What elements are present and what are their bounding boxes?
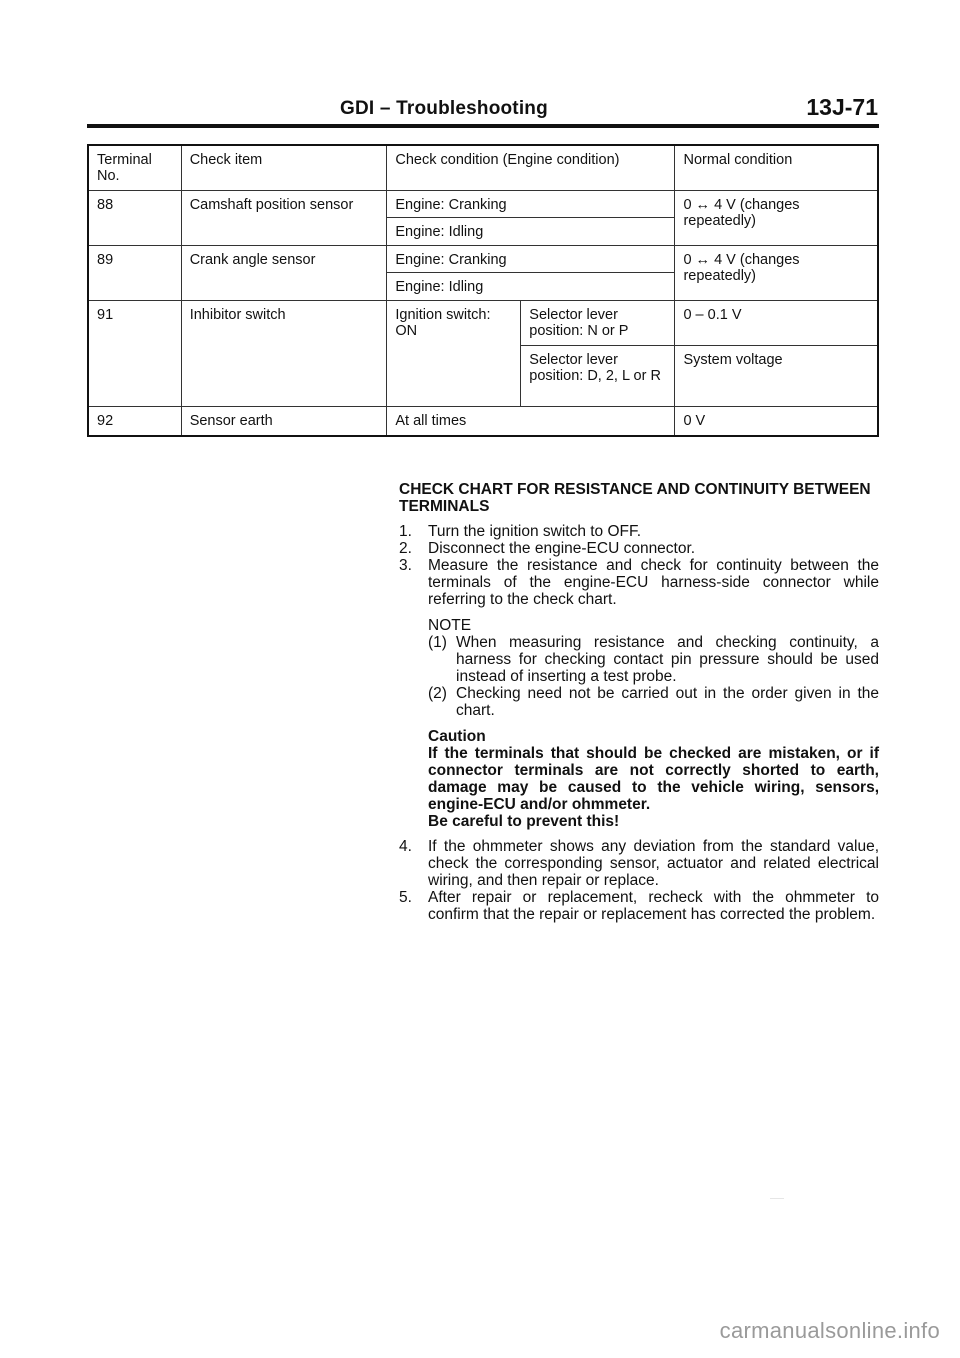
section-heading: CHECK CHART FOR RESISTANCE AND CONTINUITY BETWEEN TERMINALS <box>399 481 871 515</box>
cell-terminal: 88 <box>88 191 181 246</box>
list-item <box>399 540 879 557</box>
check-table <box>87 144 879 437</box>
step-text: If the ohmmeter shows any deviation from the standard value, check the corresponding sensor, actuator and related electrical wiring, and then repair or replace. <box>428 838 879 889</box>
table-row <box>88 301 878 346</box>
cell-subcondition: Selector lever position: D, 2, L or R <box>521 346 675 407</box>
step-number: 3. <box>399 557 412 574</box>
cell-subcondition: Selector lever position: N or P <box>521 301 675 346</box>
watermark: carmanualsonline.info <box>719 1318 940 1343</box>
step-text: After repair or replacement, recheck with the ohmmeter to confirm that the repair or replacement has corrected the problem. <box>428 889 879 923</box>
step-number: 4. <box>399 838 412 855</box>
cell-terminal: 89 <box>88 246 181 301</box>
table-header-row <box>88 145 878 191</box>
cell-check-item: Camshaft position sensor <box>181 191 387 246</box>
step-text: Measure the resistance and check for continuity between the terminals of the engine-ECU harness-side connector while referring to the check chart. <box>428 557 879 608</box>
cell-normal: System voltage <box>675 346 878 407</box>
cell-condition: At all times <box>387 407 675 437</box>
caution-title: Caution <box>428 728 486 745</box>
caution-text: If the terminals that should be checked are mistaken, or if connector terminals are not correctly shorted to earth, damage may be caused to the vehicle wiring, sensors, engine-ECU and/or ohmmeter. <box>428 745 879 813</box>
cell-condition: Engine: Cranking <box>387 246 675 273</box>
cell-normal: 0 – 0.1 V <box>675 301 878 346</box>
note-title: NOTE <box>428 617 472 634</box>
cell-normal: 0 V <box>675 407 878 437</box>
header-rule <box>87 124 879 128</box>
caution-emphasis: Be careful to prevent this! <box>428 813 620 830</box>
cell-check-item: Crank angle sensor <box>181 246 387 301</box>
cell-normal: 0 ↔ 4 V (changes repeatedly) <box>675 191 878 246</box>
page-header-title: GDI – Troubleshooting <box>340 98 548 119</box>
cell-terminal: 91 <box>88 301 181 407</box>
step-number: 5. <box>399 889 412 906</box>
step-number: 2. <box>399 540 412 557</box>
list-item <box>399 889 879 923</box>
header-terminal: Terminal No. <box>88 145 181 191</box>
header-check-item: Check item <box>181 145 387 191</box>
cell-normal: 0 ↔ 4 V (changes repeatedly) <box>675 246 878 301</box>
cell-condition: Engine: Idling <box>387 273 675 301</box>
cell-condition-main: Ignition switch: ON <box>387 301 521 407</box>
instructions-section <box>399 481 879 923</box>
note-block <box>428 617 879 719</box>
cell-condition: Engine: Idling <box>387 218 675 246</box>
step-number: 1. <box>399 523 412 540</box>
note-number: (2) <box>428 685 447 702</box>
note-item <box>428 634 879 685</box>
note-text: When measuring resistance and checking continuity, a harness for checking contact pin pressure should be used instead of inserting a test probe. <box>456 634 879 685</box>
note-number: (1) <box>428 634 447 651</box>
note-item <box>428 685 879 719</box>
header-check-condition: Check condition (Engine condition) <box>387 145 675 191</box>
list-item <box>399 838 879 889</box>
step-text: Turn the ignition switch to OFF. <box>428 523 642 540</box>
cell-check-item: Inhibitor switch <box>181 301 387 407</box>
table-row <box>88 246 878 273</box>
note-text: Checking need not be carried out in the order given in the chart. <box>456 685 879 719</box>
header-normal-condition: Normal condition <box>675 145 878 191</box>
list-item <box>399 557 879 608</box>
cell-check-item: Sensor earth <box>181 407 387 437</box>
cell-condition: Engine: Cranking <box>387 191 675 218</box>
page-number: 13J-71 <box>806 94 878 120</box>
step-text: Disconnect the engine-ECU connector. <box>428 540 696 557</box>
stray-rule <box>770 1198 784 1199</box>
table-row <box>88 407 878 437</box>
list-item <box>399 523 879 540</box>
caution-block <box>428 728 879 830</box>
table-row <box>88 191 878 218</box>
cell-terminal: 92 <box>88 407 181 437</box>
